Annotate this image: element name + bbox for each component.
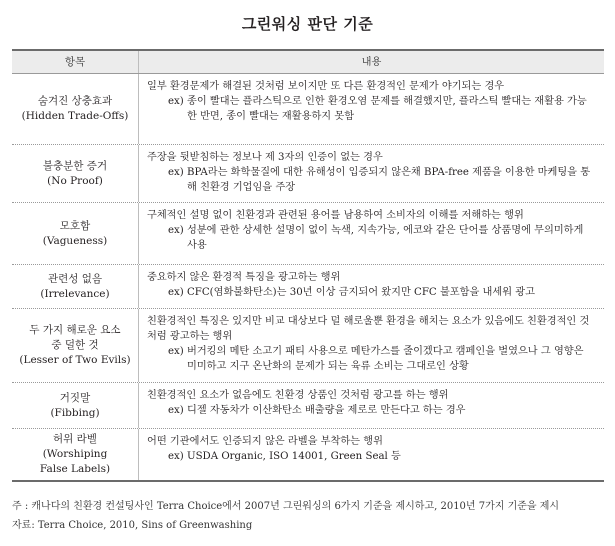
row-item-cell <box>12 309 139 382</box>
item-english: (Worshiping False Labels) <box>39 448 111 475</box>
item-name: 허위 라벨 <box>53 433 97 445</box>
item-description: 일부 환경문제가 해결된 것처럼 보이지만 또 다른 환경적인 문제가 야기되는 경우 <box>147 81 505 92</box>
row-content-cell <box>139 203 604 264</box>
footnotes <box>12 497 604 535</box>
row-item-cell <box>12 145 139 202</box>
item-name: 두 가지 해로운 요소 중 덜한 것 <box>29 324 121 351</box>
row-item-cell <box>12 265 139 308</box>
greenwashing-criteria-table <box>12 49 604 482</box>
row-content-cell <box>139 383 604 428</box>
row-item-cell <box>12 429 139 480</box>
item-description: 중요하지 않은 환경적 특징을 광고하는 행위 <box>147 272 341 283</box>
row-content-cell <box>139 429 604 480</box>
row-content-cell <box>139 145 604 202</box>
table-row <box>12 144 604 202</box>
header-item: 항목 <box>12 51 139 73</box>
item-example: ex) CFC(염화불화탄소)는 30년 이상 금지되어 왔지만 CFC 불포함을 내세워 광고 <box>168 287 535 298</box>
item-english: (Fibbing) <box>50 406 100 419</box>
item-example: ex) 버거킹의 메탄 소고기 패티 사용으로 메탄가스를 줄이겠다고 캠페인을 벌였으나 그 영향은 미미하고 지구 온난화의 문제가 되는 육류 소비는 그대로인 상황 <box>168 346 584 372</box>
table-row <box>12 428 604 480</box>
item-name: 불충분한 증거 <box>42 159 108 172</box>
table-row <box>12 382 604 428</box>
item-name: 거짓말 <box>59 391 91 404</box>
item-english: (Vagueness) <box>42 234 108 247</box>
item-example: ex) 디젤 자동차가 이산화탄소 배출량을 제로로 만든다고 하는 경우 <box>168 405 466 416</box>
item-description: 주장을 뒷받침하는 정보나 제 3자의 인증이 없는 경우 <box>147 152 383 163</box>
item-example: ex) USDA Organic, ISO 14001, Green Seal 등 <box>168 451 401 462</box>
item-description: 친환경적인 특징은 있지만 비교 대상보다 덜 해로울뿐 환경을 해치는 요소가 있음에도 친환경적인 것처럼 광고하는 행위 <box>147 316 590 342</box>
item-english: (Irrelevance) <box>40 287 110 300</box>
table-header <box>12 51 604 74</box>
item-description: 친환경적인 요소가 없음에도 친환경 상품인 것처럼 광고를 하는 행위 <box>147 390 449 401</box>
row-content-cell <box>139 265 604 308</box>
item-name: 숨겨진 상충효과 <box>37 95 113 107</box>
item-name: 모호함 <box>59 219 91 232</box>
item-english: (No Proof) <box>47 174 103 187</box>
table-row <box>12 202 604 264</box>
row-content-cell <box>139 74 604 144</box>
row-item-cell <box>12 74 139 144</box>
header-content: 내용 <box>361 57 382 68</box>
item-example: ex) BPA라는 화학물질에 대한 유해성이 입증되지 않은채 BPA-free 제품을 이용한 마케팅을 통해 친환경 기업임을 주장 <box>168 167 591 193</box>
item-english: (Lesser of Two Evils) <box>19 354 131 366</box>
item-description: 어떤 기관에서도 인증되지 않은 라벨을 부착하는 행위 <box>147 436 383 447</box>
item-name: 관련성 없음 <box>47 272 103 285</box>
item-example: ex) 성분에 관한 상세한 설명이 없이 녹색, 지속가능, 에코와 같은 단어를 상품명에 무의미하게 사용 <box>168 225 584 251</box>
row-item-cell <box>12 203 139 264</box>
item-english: (Hidden Trade-Offs) <box>21 110 129 122</box>
footnote-source: 자료: Terra Choice, 2010, Sins of Greenwashing <box>12 520 253 531</box>
item-description: 구체적인 설명 없이 친환경과 관련된 용어를 남용하여 소비자의 이해를 저해하는 행위 <box>147 210 524 221</box>
table-row <box>12 74 604 144</box>
footnote-note: 주 : 캐나다의 친환경 컨설팅사인 Terra Choice에서 2007년 그린워싱의 6가지 기준을 제시하고, 2010년 7가지 기준을 제시 <box>12 501 560 512</box>
table-row <box>12 264 604 308</box>
row-item-cell <box>12 383 139 428</box>
page-title: 그린워싱 판단 기준 <box>241 15 374 33</box>
table-row <box>12 308 604 382</box>
row-content-cell <box>139 309 604 382</box>
item-example: ex) 종이 빨대는 플라스틱으로 인한 환경오염 문제를 해결했지만, 플라스틱 빨대는 재활용 가능한 반면, 종이 빨대는 재활용하지 못함 <box>168 96 587 122</box>
